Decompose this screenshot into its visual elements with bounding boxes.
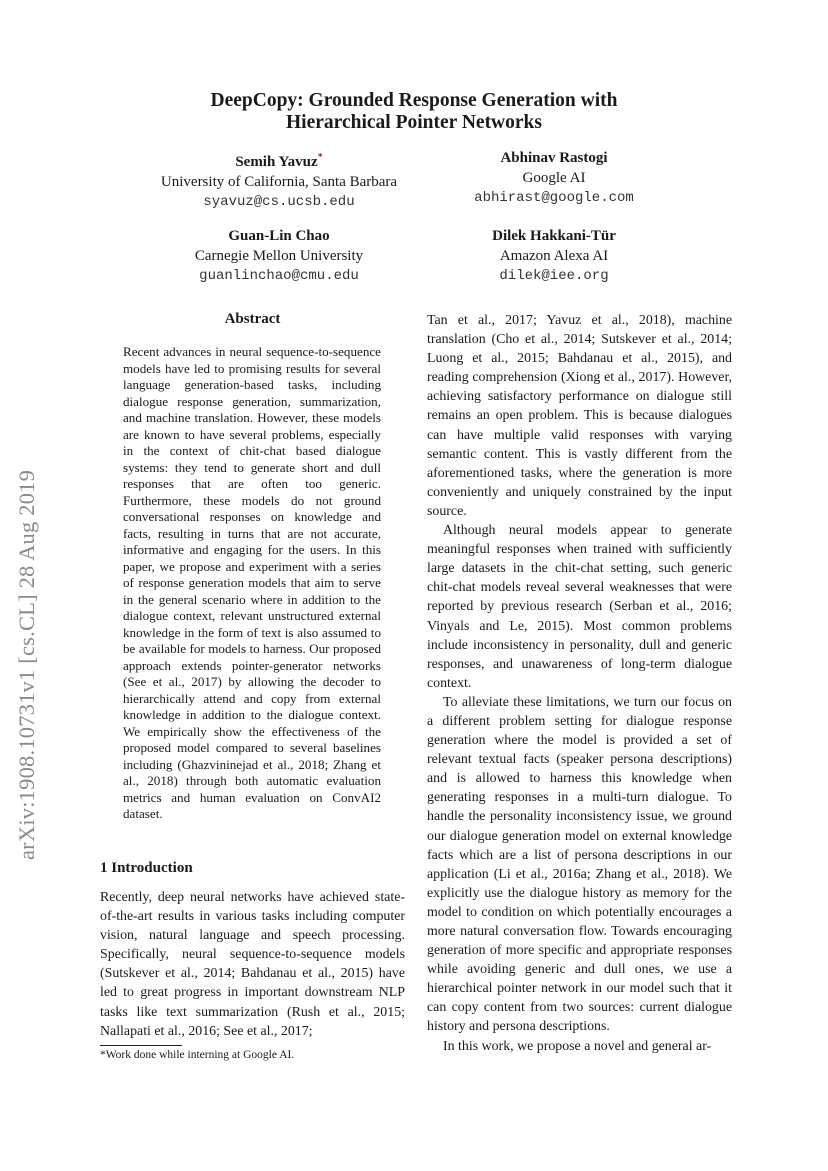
author-block-1 <box>129 148 429 212</box>
abstract-heading: Abstract <box>224 311 281 327</box>
paper-title-line-1: DeepCopy: Grounded Response Generation with <box>210 90 618 111</box>
author-footnote-mark: * <box>317 152 323 163</box>
footnote-rule <box>100 1045 182 1046</box>
paper-title <box>100 90 728 134</box>
author-affiliation: Carnegie Mellon University <box>194 248 364 264</box>
right-paragraph-2: Although neural models appear to generate meaningful responses when trained with sufficiently large datasets in the chit-chat setting, such generic chit-chat models reveal several weaknesses that were reported by previous research (Serban et al., 2016; Vinyals and Le, 2015). Most common problems include inconsistency in personality, dull and generic responses, and unawareness of long-term dialogue context. <box>427 523 732 691</box>
author-block-4 <box>404 226 704 286</box>
right-column <box>427 311 732 1056</box>
author-name: Guan-Lin Chao <box>228 228 330 244</box>
footnote: *Work done while interning at Google AI. <box>100 1049 295 1061</box>
author-block-2 <box>404 148 704 208</box>
right-paragraph-4: In this work, we propose a novel and general ar- <box>443 1038 712 1054</box>
abstract-text: Recent advances in neural sequence-to-sequence models have led to promising results for several language generation-based tasks, including dialogue response generation, summarization, and machine translation. However, these models are known to have several problems, especially in the context of chit-chat based dialogue systems: they tend to generate short and dull responses that are often too generic. Furthermore, these models do not ground conversational responses on knowledge and facts, resulting in turns that are not accurate, informative and engaging for the users. In this paper, we propose and experiment with a series of response generation models that aim to serve in the general scenario where in addition to the dialogue context, relevant unstructured external knowledge in the form of text is also assumed to be available for models to harness. Our proposed approach extends pointer-generator networks (See et al., 2017) by allowing the decoder to hierarchically attend and copy from external knowledge in addition to the dialogue context. We empirically show the effectiveness of the proposed model compared to several baselines including (Ghazvininejad et al., 2018; Zhang et al., 2018) through both automatic evaluation metrics and human evaluation on ConvAI2 dataset. <box>123 344 381 821</box>
author-name: Semih Yavuz* <box>235 152 323 170</box>
author-affiliation: Google AI <box>522 170 586 186</box>
author-name: Dilek Hakkani-Tür <box>492 228 616 244</box>
author-email: abhirast@google.com <box>474 190 634 206</box>
intro-left-column <box>100 888 405 1041</box>
arxiv-identifier: arXiv:1908.10731v1 [cs.CL] 28 Aug 2019 <box>14 469 39 860</box>
right-paragraph-3: To alleviate these limitations, we turn our focus on a different problem setting for dialogue response generation where the model is provided a set of relevant textual facts (speaker persona descriptions) and is allowed to harness this knowledge when generating responses in a multi-turn dialogue. To handle the personality inconsistency issue, we ground our dialogue generation model on external knowledge facts which are a list of persona descriptions in our application (Li et al., 2016a; Zhang et al., 2018). We explicitly use the dialogue history as memory for the model to condition on which potentially encourages a more natural conversation flow. Towards encouraging generation of more specific and appropriate responses while avoiding generic and dull ones, we use a hierarchical pointer network in our model such that it can copy content from two sources: current dialogue history and persona descriptions. <box>427 694 732 1035</box>
author-email: dilek@iee.org <box>499 268 609 284</box>
intro-paragraph: Recently, deep neural networks have achieved state-of-the-art results in various tasks including computer vision, natural language and speech processing. Specifically, neural sequence-to-sequence models (Sutskever et al., 2014; Bahdanau et al., 2015) have led to great progress in important downstream NLP tasks like text summarization (Rush et al., 2015; Nallapati et al., 2016; See et al., 2017; <box>100 890 405 1039</box>
section-heading-introduction: 1 Introduction <box>100 860 193 876</box>
author-email: guanlinchao@cmu.edu <box>199 268 359 284</box>
paper-title-line-2: Hierarchical Pointer Networks <box>286 112 542 133</box>
author-block-3 <box>129 226 429 286</box>
author-name: Abhinav Rastogi <box>500 150 608 166</box>
author-email: syavuz@cs.ucsb.edu <box>203 194 355 210</box>
right-paragraph-1: Tan et al., 2017; Yavuz et al., 2018), machine translation (Cho et al., 2014; Sutskever et al., 2014; Luong et al., 2015; Bahdanau et al., 2015), and reading comprehension (Xiong et al., 2017). However, achieving satisfactory performance on dialogue still remains an open problem. This is because dialogues can have multiple valid responses with varying semantic content. This is vastly different from the aforementioned tasks, where the generation is more conveniently and uniquely constrained by the input source. <box>427 313 732 519</box>
author-affiliation: University of California, Santa Barbara <box>160 174 398 190</box>
author-affiliation: Amazon Alexa AI <box>499 248 609 264</box>
